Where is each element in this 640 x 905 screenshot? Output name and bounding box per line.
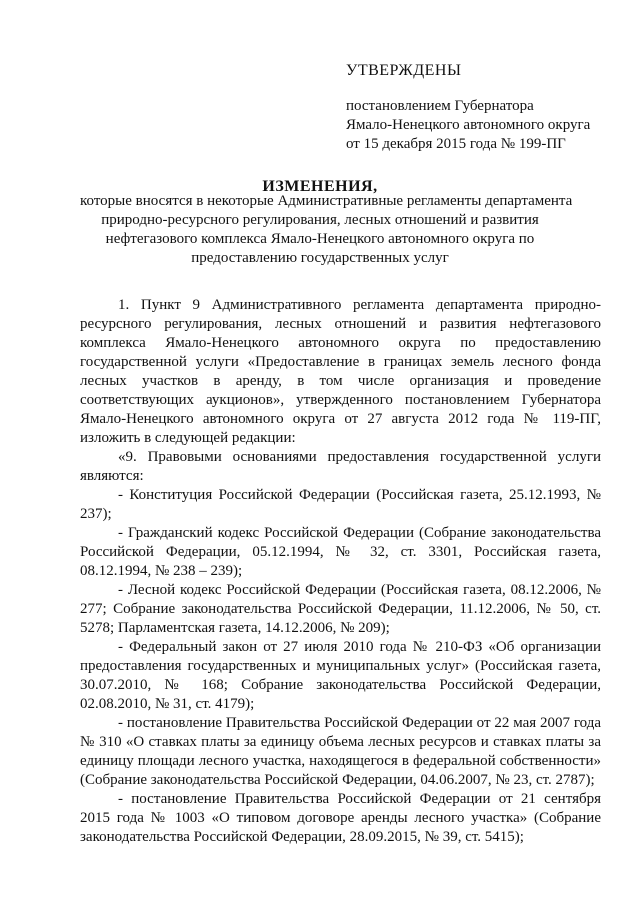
list-item-constitution: - Конституция Российской Федерации (Российская газета, 25.12.1993, № 237);: [80, 487, 601, 522]
list-item-resolution-310: - постановление Правительства Российской Федерации от 22 мая 2007 года № 310 «О ставках платы за единицу объема лесных ресурсов и ставках платы за единицу площади лесного участка, находящегося в федеральной собственности» (Собрание законодательства Российской Федерации, 04.06.2007, № 23, ст. 2787);: [80, 715, 601, 788]
approval-line-1: постановлением Губернатора: [346, 98, 534, 114]
approval-title: УТВЕРЖДЕНЫ: [346, 62, 462, 79]
list-item-forest-code: - Лесной кодекс Российской Федерации (Российская газета, 08.12.2006, № 277; Собрание законодательства Российской Федерации, 11.12.2006, № 50, ст. 5278; Парламентская газета, 14.12.2006, № 209);: [80, 582, 601, 636]
subtitle-line-3: нефтегазового комплекса Ямало-Ненецкого автономного округа по: [105, 231, 535, 247]
approval-block: [346, 61, 626, 154]
list-item-resolution-1003: - постановление Правительства Российской Федерации от 21 сентября 2015 года № 1003 «О типовом договоре аренды лесного участка» (Собрание законодательства Российской Федерации, 28.09.2015, № 39, ст. 5415);: [80, 791, 601, 845]
list-item-civil-code: - Гражданский кодекс Российской Федерации (Собрание законодательства Российской Федерации, 05.12.1994, № 32, ст. 3301, Российская газета, 08.12.1994, № 238 – 239);: [80, 525, 601, 579]
subtitle-line-2: природно-ресурсного регулирования, лесных отношений и развития: [101, 212, 539, 228]
approval-line-2: Ямало-Ненецкого автономного округа: [346, 117, 591, 133]
paragraph-item-1: 1. Пункт 9 Административного регламента департамента природно-ресурсного регулирования, лесных отношений и развития нефтегазового комплекса Ямало-Ненецкого автономного округа по предоставлению государственной услуги «Предоставление в границах земель лесного фонда лесных участков в аренду, в том числе организация и проведение соответствующих аукционов», утвержденного постановлением Губернатора Ямало-Ненецкого автономного округа от 27 августа 2012 года № 119-ПГ, изложить в следующей редакции:: [80, 297, 601, 446]
document-body: [80, 296, 601, 847]
document-title: ИЗМЕНЕНИЯ,: [262, 178, 378, 195]
list-item-federal-law-210: - Федеральный закон от 27 июля 2010 года № 210-ФЗ «Об организации предоставления государственных и муниципальных услуг» (Российская газета, 30.07.2010, № 168; Собрание законодательства Российской Федерации, 02.08.2010, № 31, ст. 4179);: [80, 639, 601, 712]
document-subtitle: [80, 192, 573, 268]
subtitle-line-4: предоставлению государственных услуг: [191, 250, 449, 266]
approval-line-3: от 15 декабря 2015 года № 199-ПГ: [346, 136, 566, 152]
subtitle-line-1: которые вносятся в некоторые Административные регламенты департамента: [80, 193, 573, 209]
paragraph-point-9: «9. Правовыми основаниями предоставления государственной услуги являются:: [80, 449, 601, 484]
